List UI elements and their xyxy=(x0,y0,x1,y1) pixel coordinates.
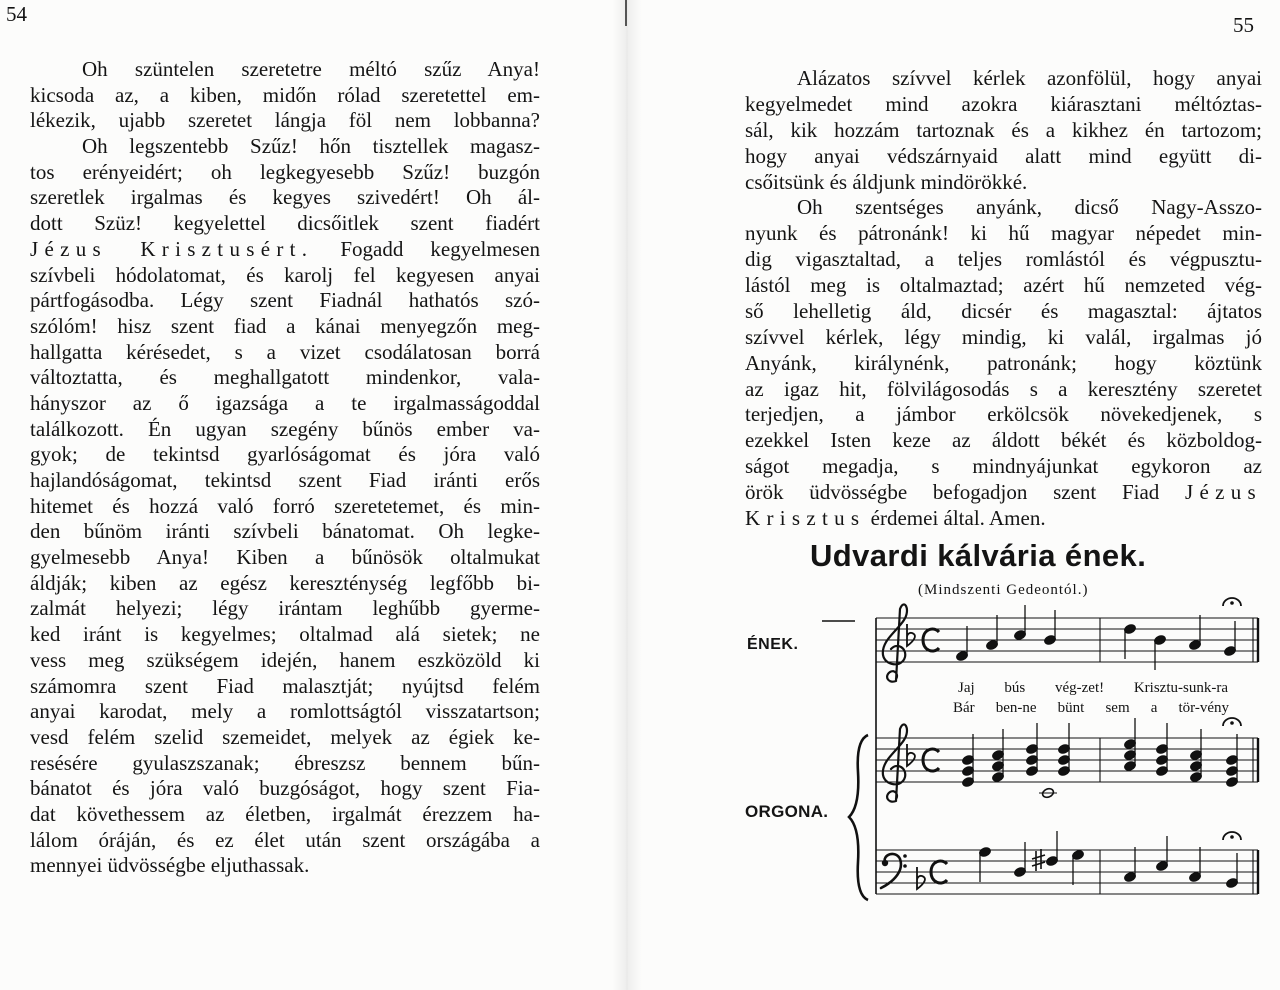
text-line: vesd felém szelid szemeidet, melyek az égiek ke- xyxy=(30,724,540,749)
lyrics-line: Bár ben-ne bünt sem a tör-vény xyxy=(953,700,1229,716)
spaced-name: Krisztus xyxy=(745,505,866,530)
text-line: Oh szüntelen szeretetre méltó szűz Anya! xyxy=(82,57,540,81)
right-page-text xyxy=(745,66,1262,532)
text-line: Alázatos szívvel kérlek azonfölül, hogy anyai xyxy=(797,66,1262,90)
text-line: gyelmesebb Anya! Kiben a bűnösök oltalmukat xyxy=(30,545,540,570)
text-line: szólóm! hisz szent fiad a kánai menyegzőn meg- xyxy=(30,313,540,338)
text-line: az igaz hit, fölvilágosodás s a keresztény szeretet xyxy=(745,376,1262,401)
text-line: resésére gyulaszszanak; ébreszsz bennem bűn- xyxy=(30,750,540,775)
text-line: vess meg szükségem idején, hanem eszközöld ki xyxy=(30,647,540,672)
organ-part-label: ORGONA. xyxy=(745,802,829,821)
flat-icon xyxy=(907,624,915,646)
spaced-name: Jézus Krisztusért. xyxy=(30,236,314,261)
text-line: hányszor az ő igazsága a te irgalmasságoddal xyxy=(30,390,540,415)
page-number-right: 55 xyxy=(1233,13,1254,37)
text-line: pártfogásodba. Légy szent Fiadnál hathatós szó- xyxy=(30,288,540,313)
text-line: szívvel kérlek, légy mindig, ki valál, irgalmas jó xyxy=(745,324,1262,349)
text-line: lástól meg is oltalmaztad; azért hű nemzeted vég- xyxy=(745,273,1262,297)
text-line: hogy anyai védszárnyaid alatt mind együtt di- xyxy=(745,143,1262,168)
text-line: Oh szentséges anyánk, dicső Nagy-Asszo- xyxy=(797,195,1262,220)
text-line: áldják; kiben az egész kereszténység legfőbb bi- xyxy=(30,570,540,595)
text-line: hitemet és hozzá való forró szeretetemet, és min- xyxy=(30,493,540,518)
text-line: bánatot és jóra való buzgóságot, hogy szent Fia- xyxy=(30,776,540,801)
spaced-name: Jézus xyxy=(1185,480,1262,504)
lyrics-line: Jaj bús vég-zet! Krisztu-sunk-ra xyxy=(958,680,1228,696)
hymn-author: (Mindszenti Gedeontól.) xyxy=(918,582,1089,598)
text-line: gyok; de tekintsd gyarlóságomat és jóra való xyxy=(30,442,540,467)
text-line: ső lehelletig áld, dicsér és magasztal: ájtatos xyxy=(745,298,1262,323)
fermata-dot xyxy=(1230,835,1234,839)
text-line: mennyei üdvösségbe eljuthassak. xyxy=(30,853,310,878)
text-line: den bűnöm iránti szívbeli bánatomat. Oh legke- xyxy=(30,519,540,544)
text-line: zalmát helyezi; légy irántam leghűbb gyerme- xyxy=(30,596,540,621)
voice-part-label: ÉNEK. xyxy=(747,636,799,653)
bass-clef-dot xyxy=(882,860,888,866)
text-line: változtatta, és meghallgatott mindenkor, vala- xyxy=(30,365,540,390)
text-line-rest: érdemei által. Amen. xyxy=(870,505,1046,530)
text-line: dig vigasztaltad, a teljes romlástól és végpusztu- xyxy=(745,247,1262,272)
text-line: találkozott. Én ugyan szegény bűnös ember va- xyxy=(30,416,540,441)
text-line: szívbeli hódolatomat, és karolj fel kegyesen anyai xyxy=(30,262,540,287)
text-line: ságot megadja, s mindnyájunkat egykoron az xyxy=(745,454,1262,479)
text-line: számomra szent Fiad malasztját; nyújtsd felém xyxy=(30,673,540,698)
gutter-shadow-line xyxy=(625,0,627,26)
flat-icon xyxy=(907,744,915,766)
text-line xyxy=(30,237,540,263)
text-line: kegyelmedet mind azokra kiárasztani méltóztas- xyxy=(745,91,1262,116)
text-line: szeretlek irgalmas és kegyes szivedért! Oh ál- xyxy=(30,185,540,210)
hymn-title: Udvardi kálvária ének. xyxy=(810,538,1147,573)
text-line: ezekkel Isten keze az áldott békét és közboldog- xyxy=(745,428,1262,453)
left-page-text xyxy=(30,57,540,879)
text-line-rest: örök üdvösségbe befogadjon szent Fiad xyxy=(745,480,1160,504)
page-number-left: 54 xyxy=(6,2,27,26)
organ-brace xyxy=(849,735,868,900)
bass-clef-dot xyxy=(903,864,907,868)
text-line: csőitsünk és áldjunk mindörökké. xyxy=(745,169,1028,194)
sharp-icon xyxy=(1032,849,1045,871)
text-line: terjedjen, a jámbor erkölcsök növekedjenek, s xyxy=(745,402,1262,427)
text-line: lálom óráján, és ez élet után szent országába a xyxy=(30,827,540,852)
text-line-rest: Fogadd kegyelmesen xyxy=(340,236,540,261)
text-line: Anyánk, királynénk, patronánk; hogy köztünk xyxy=(745,350,1262,375)
music-score xyxy=(740,595,1270,915)
flat-icon xyxy=(917,867,925,889)
text-line: hajlandóságomat, tekintsd szent Fiad iránti erős xyxy=(30,468,540,492)
text-line: kicsoda az, a kiben, midőn rólad szeretettel em- xyxy=(30,82,540,107)
bass-clef-dot xyxy=(903,854,907,858)
text-line: anyai karodat, mely a romlottságtól visszatartson; xyxy=(30,699,540,724)
text-line: tos erényeidért; oh legkegyesebb Szűz! buzgón xyxy=(30,159,540,184)
organ-bass-staff xyxy=(876,850,1258,894)
voice-staff xyxy=(876,618,1258,662)
text-line: hallgatta kérésedet, s a vizet csodálatosan borrá xyxy=(30,339,540,364)
text-line: ked iránt is kegyelmes; oltalmad alá sietek; ne xyxy=(30,622,540,647)
book-gutter xyxy=(612,0,642,990)
text-line: nyunk és pátronánk! ki hű magyar népedet min- xyxy=(745,221,1262,246)
fermata-dot xyxy=(1230,721,1234,725)
text-line xyxy=(745,480,1262,506)
treble-clef-icon xyxy=(883,724,907,801)
text-line: Oh legszentebb Szűz! hőn tisztellek magasz- xyxy=(82,134,540,159)
text-line: lékezik, ujabb szeretet lángja föl nem lobbanna? xyxy=(30,108,540,133)
text-line: dott Szüz! kegyelettel dicsőitlek szent fiadért xyxy=(30,211,540,236)
treble-clef-icon xyxy=(883,604,907,681)
fermata-dot xyxy=(1230,601,1234,605)
text-line: dat követhessem az életben, irgalmát érezzem ha- xyxy=(30,801,540,826)
text-line: sál, kik hozzám tartoznak és a kikhez én tartozom; xyxy=(745,117,1262,142)
text-line xyxy=(745,506,1262,532)
